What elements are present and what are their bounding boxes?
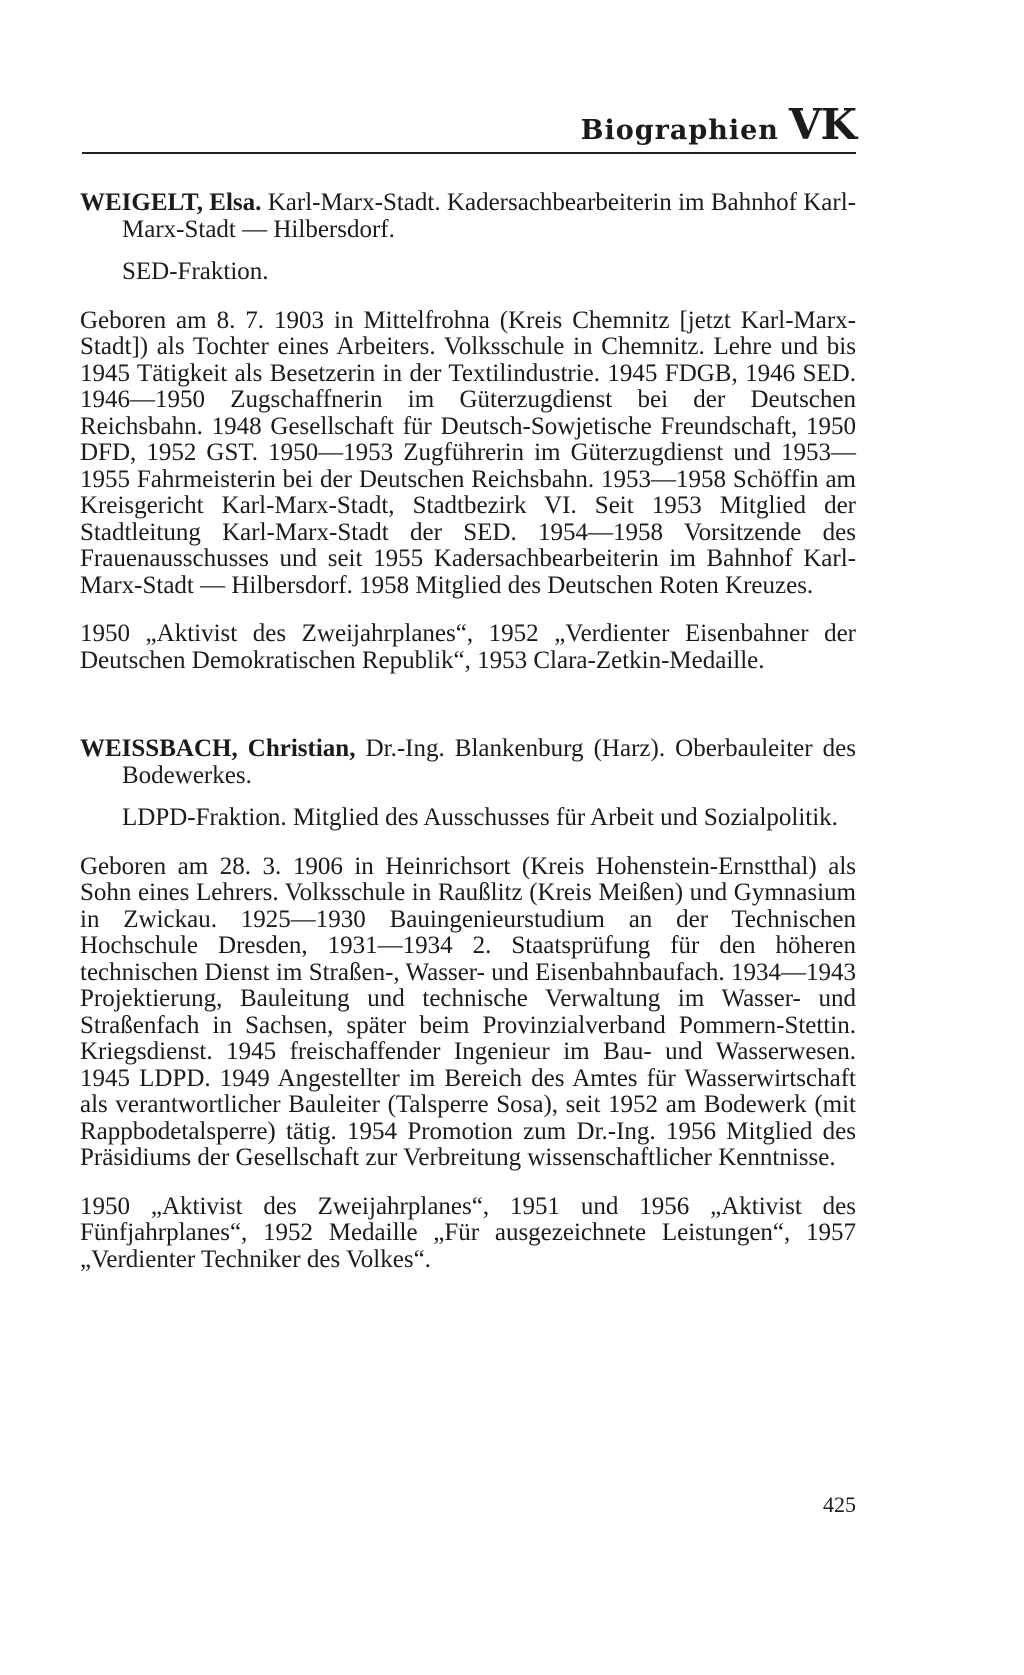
honors-text: 1950 „Aktivist des Zweijahrplanes“, 1952 „Verdienter Eisenbahner der Deutschen Demokratischen Republik“, 1953 Clara-Zetkin-Medaille.	[80, 620, 856, 674]
entry-heading	[80, 736, 856, 789]
biography-entry	[80, 190, 856, 674]
person-name: WEISSBACH, Christian,	[80, 735, 356, 762]
person-description: Dr.-Ing. Blankenburg (Harz). Oberbauleiter des Bodewerkes.	[122, 735, 857, 789]
entry-heading	[80, 190, 856, 243]
biography-text: Geboren am 8. 7. 1903 in Mittelfrohna (Kreis Chemnitz [jetzt Karl-Marx-Stadt]) als Tochter eines Arbeiters. Volksschule in Chemnitz. Lehre und bis 1945 Tätigkeit als Besetzerin in der Textilindustrie. 1945 FDGB, 1946 SED. 1946—1950 Zugschaffnerin im Güterzugdienst bei der Deutschen Reichsbahn. 1948 Gesellschaft für Deutsch-Sowjetische Freundschaft, 1950 DFD, 1952 GST. 1950—1953 Zugführerin im Güterzugdienst und 1953—1955 Fahrmeisterin bei der Deutschen Reichsbahn. 1953—1958 Schöffin am Kreisgericht Karl-Marx-Stadt, Stadtbezirk VI. Seit 1953 Mitglied der Stadtleitung Karl-Marx-Stadt der SED. 1954—1958 Vorsitzende des Frauenausschusses und seit 1955 Kadersachbearbeiterin im Bahnhof Karl-Marx-Stadt — Hilbersdorf. 1958 Mitglied des Deutschen Roten Kreuzes.	[80, 306, 856, 599]
biography-entry	[80, 736, 856, 1273]
page-content	[80, 190, 856, 1273]
fraction-line: SED-Fraktion.	[122, 258, 269, 285]
biography-text: Geboren am 28. 3. 1906 in Heinrichsort (Kreis Hohenstein-Ernstthal) als Sohn eines Lehrers. Volksschule in Raußlitz (Kreis Meißen) und Gymnasium in Zwickau. 1925—1930 Bauingenieurstudium an der Technischen Hochschule Dresden, 1931—1934 2. Staatsprüfung für den höheren technischen Dienst im Straßen-, Wasser- und Eisenbahnbaufach. 1934—1943 Projektierung, Bauleitung und technische Verwaltung im Wasser- und Straßenfach in Sachsen, später beim Provinzialverband Pommern-Stettin. Kriegsdienst. 1945 freischaffender Ingenieur im Bau- und Wasserwesen. 1945 LDPD. 1949 Angestellter im Bereich des Amtes für Wasserwirtschaft als verantwortlicher Bauleiter (Talsperre Sosa), seit 1952 am Bodewerk (mit Rappbodetalsperre) tätig. 1954 Promotion zum Dr.-Ing. 1956 Mitglied des Präsidiums der Gesellschaft zur Verbreitung wissenschaftlicher Kenntnisse.	[80, 852, 856, 1171]
section-mark: VK	[788, 100, 856, 149]
honors-text: 1950 „Aktivist des Zweijahrplanes“, 1951 und 1956 „Aktivist des Fünfjahrplanes“, 1952 Medaille „Für ausgezeichnete Leistungen“, 1957 „Verdienter Techniker des Volkes“.	[80, 1192, 856, 1273]
page-header	[82, 100, 856, 154]
running-title: Biographien	[580, 115, 779, 146]
person-name: WEIGELT, Elsa.	[80, 189, 262, 216]
page-number: 425	[823, 1492, 856, 1517]
person-description: Karl-Marx-Stadt. Kadersachbearbeiterin im Bahnhof Karl-Marx-Stadt — Hilbersdorf.	[122, 189, 857, 243]
fraction-line: LDPD-Fraktion. Mitglied des Ausschusses für Arbeit und Sozialpolitik.	[122, 804, 838, 831]
